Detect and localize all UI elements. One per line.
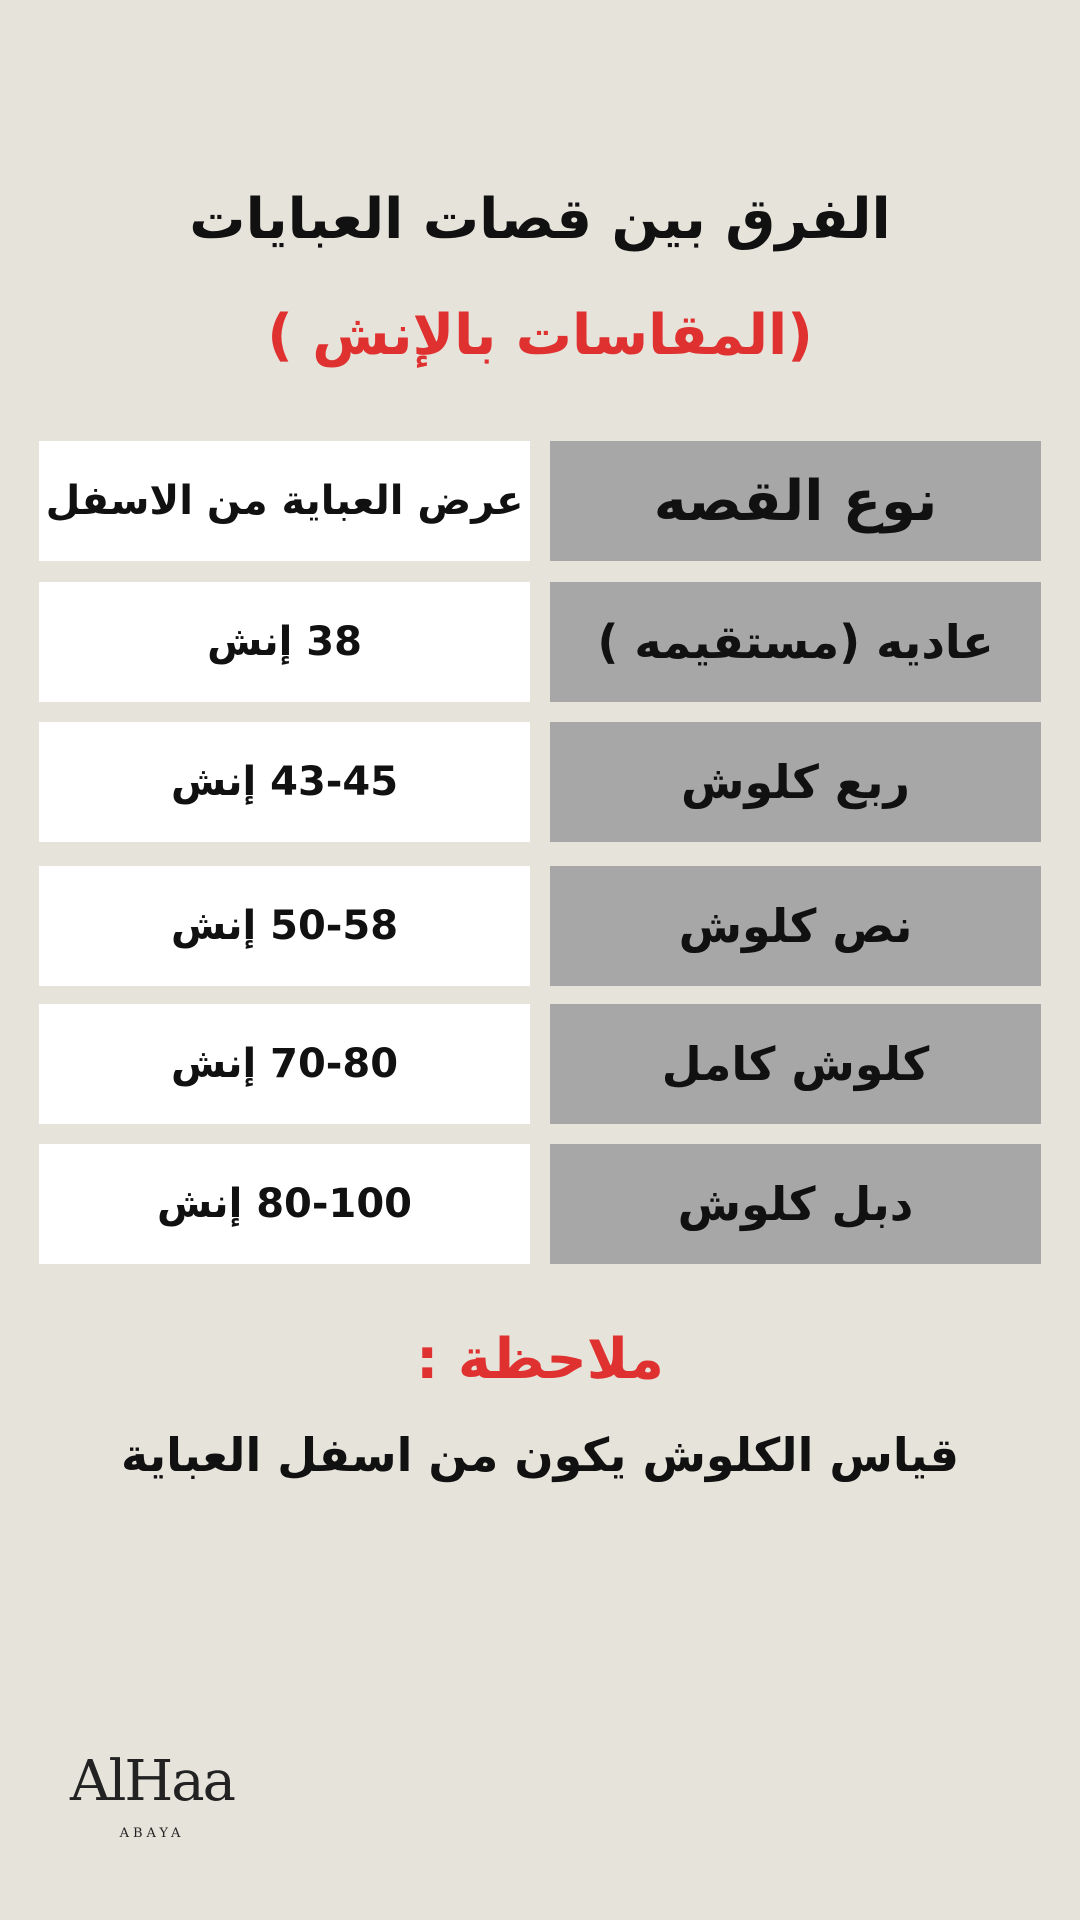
width-cell: 50-58 إنش: [39, 866, 530, 986]
brand-logo: [47, 1745, 257, 1845]
width-cell: 70-80 إنش: [39, 1004, 530, 1124]
header-cut-type: نوع القصه: [550, 441, 1041, 561]
table-header-row: [39, 441, 1041, 561]
header-bottom-width: عرض العباية من الاسفل: [39, 441, 530, 561]
logo-tagline: ABAYA: [119, 1826, 185, 1841]
table-row: [39, 866, 1041, 986]
note-text: قياس الكلوش يكون من اسفل العباية: [121, 1428, 959, 1482]
table-row: [39, 1144, 1041, 1264]
cut-type-cell: عاديه (مستقيمه ): [550, 582, 1041, 702]
width-cell: 38 إنش: [39, 582, 530, 702]
table-row: [39, 1004, 1041, 1124]
page-subtitle: (المقاسات بالإنش ): [267, 303, 813, 368]
logo-wordmark: AlHaa: [70, 1749, 234, 1814]
note-label: ملاحظة :: [416, 1327, 664, 1392]
table-row: [39, 722, 1041, 842]
table-row: [39, 582, 1041, 702]
page-title: الفرق بين قصات العبايات: [189, 187, 891, 252]
cut-type-cell: دبل كلوش: [550, 1144, 1041, 1264]
width-cell: 80-100 إنش: [39, 1144, 530, 1264]
cut-type-cell: ربع كلوش: [550, 722, 1041, 842]
cut-type-cell: نص كلوش: [550, 866, 1041, 986]
cut-type-cell: كلوش كامل: [550, 1004, 1041, 1124]
width-cell: 43-45 إنش: [39, 722, 530, 842]
